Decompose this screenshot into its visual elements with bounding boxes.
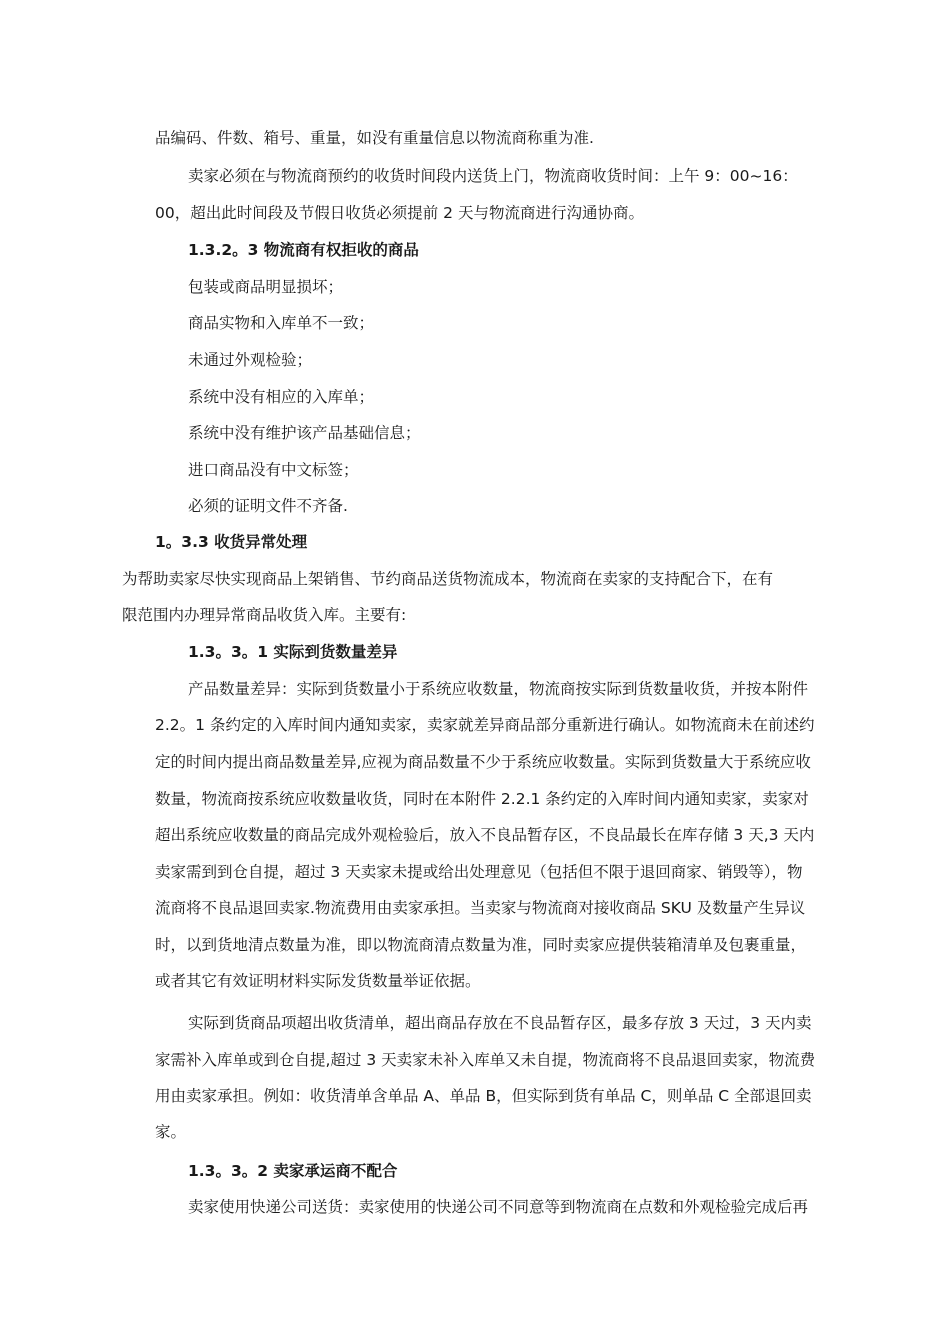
paragraph-line: 产品数量差异：实际到货数量小于系统应收数量，物流商按实际到货数量收货，并按本附件	[188, 680, 809, 698]
section-heading: 1。3.3 收货异常处理	[155, 533, 308, 551]
paragraph-line: 00，超出此时间段及节假日收货必须提前 2 天与物流商进行沟通协商。	[155, 204, 644, 222]
paragraph-line: 卖家使用快递公司送货：卖家使用的快递公司不同意等到物流商在点数和外观检验完成后再	[188, 1198, 809, 1216]
section-heading: 1.3。3。1 实际到货数量差异	[188, 643, 398, 661]
section-heading: 1.3.2。3 物流商有权拒收的商品	[188, 241, 419, 259]
paragraph-line: 数量，物流商按系统应收数量收货，同时在本附件 2.2.1 条约定的入库时间内通知卖家，卖家对	[155, 790, 809, 808]
paragraph-line: 时，以到货地清点数量为准，即以物流商清点数量为准，同时卖家应提供装箱清单及包裹重量，	[155, 936, 807, 954]
paragraph-line: 卖家必须在与物流商预约的收货时间段内送货上门，物流商收货时间：上午 9：00~16：	[188, 167, 798, 185]
section-heading: 1.3。3。2 卖家承运商不配合	[188, 1162, 398, 1180]
list-item: 商品实物和入库单不一致；	[188, 314, 375, 332]
paragraph-line: 用由卖家承担。例如：收货清单含单品 A、单品 B，但实际到货有单品 C，则单品 C 全部退回卖	[155, 1087, 812, 1105]
paragraph-line: 超出系统应收数量的商品完成外观检验后，放入不良品暂存区，不良品最长在库存储 3 天,3 天内	[155, 826, 815, 844]
paragraph-line: 2.2。1 条约定的入库时间内通知卖家，卖家就差异商品部分重新进行确认。如物流商未在前述约	[155, 716, 815, 734]
paragraph-line: 或者其它有效证明材料实际发货数量举证依据。	[155, 972, 481, 990]
list-item: 进口商品没有中文标签；	[188, 461, 359, 479]
paragraph-line: 实际到货商品项超出收货清单，超出商品存放在不良品暂存区，最多存放 3 天过，3 天内卖	[188, 1014, 812, 1032]
paragraph-line: 品编码、件数、箱号、重量，如没有重量信息以物流商称重为准.	[155, 129, 594, 147]
list-item: 未通过外观检验；	[188, 351, 313, 369]
paragraph-line: 家。	[155, 1123, 187, 1141]
paragraph-line: 流商将不良品退回卖家.物流费用由卖家承担。当卖家与物流商对接收商品 SKU 及数量产生异议	[155, 899, 806, 917]
paragraph-line: 家需补入库单或到仓自提,超过 3 天卖家未补入库单又未自提，物流商将不良品退回卖家，物流费	[155, 1051, 816, 1069]
list-item: 系统中没有维护该产品基础信息；	[188, 424, 421, 442]
list-item: 系统中没有相应的入库单；	[188, 388, 375, 406]
paragraph-line: 卖家需到到仓自提，超过 3 天卖家未提或给出处理意见（包括但不限于退回商家、销毁等），物	[155, 863, 803, 881]
list-item: 包装或商品明显损坏；	[188, 278, 344, 296]
paragraph-line: 限范围内办理异常商品收货入库。主要有:	[122, 606, 407, 624]
list-item: 必须的证明文件不齐备.	[188, 497, 348, 515]
paragraph-line: 为帮助卖家尽快实现商品上架销售、节约商品送货物流成本，物流商在卖家的支持配合下，在有	[122, 570, 774, 588]
paragraph-line: 定的时间内提出商品数量差异,应视为商品数量不少于系统应收数量。实际到货数量大于系统应收	[155, 753, 811, 771]
